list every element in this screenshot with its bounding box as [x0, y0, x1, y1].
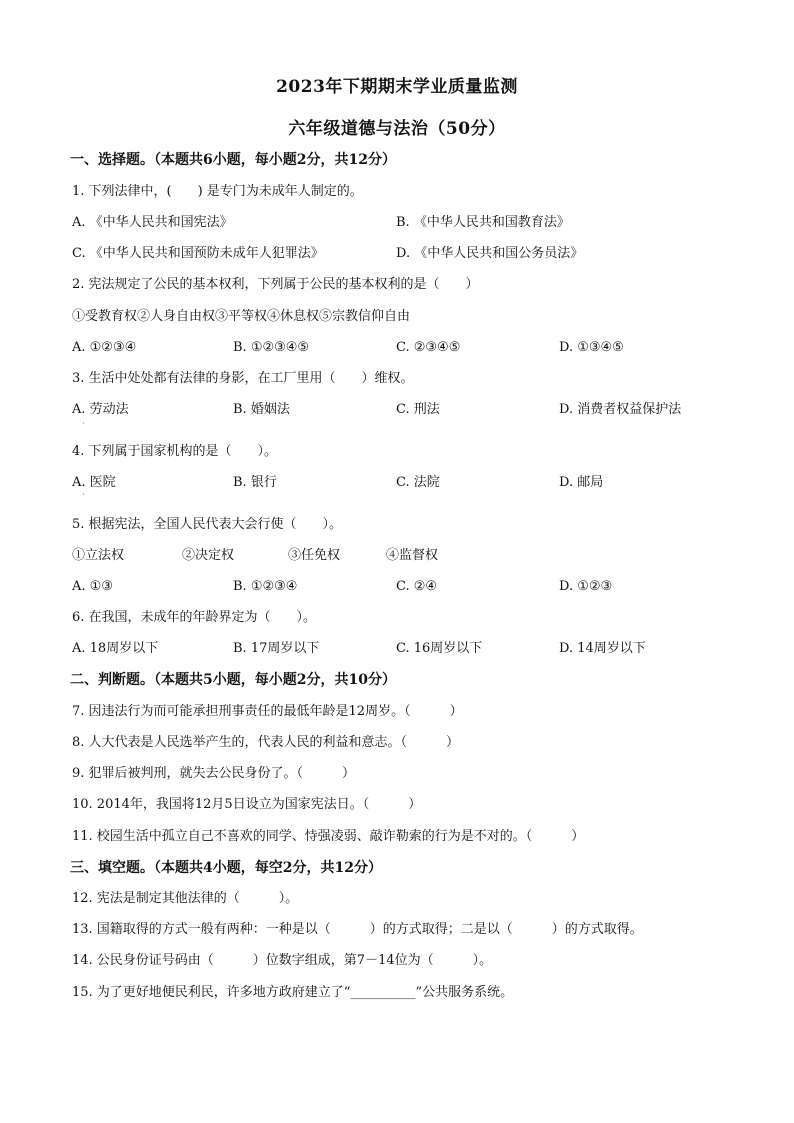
question-4-option-b: B. 银行	[233, 475, 277, 490]
question-15: 15. 为了更好地便民利民，许多地方政府建立了“__________”公共服务系统。	[72, 985, 514, 1000]
question-9: 9. 犯罪后被判刑，就失去公民身份了。（ ）	[72, 766, 356, 781]
question-11: 11. 校园生活中孤立自己不喜欢的同学、恃强凌弱、敲诈勒索的行为是不对的。（ ）	[72, 829, 585, 844]
question-5-item-2: ②决定权	[182, 548, 235, 563]
question-5-option-a: A. ①③	[72, 579, 113, 594]
question-3-option-b: B. 婚姻法	[233, 402, 290, 417]
question-1-option-b: B. 《中华人民共和国教育法》	[396, 215, 570, 230]
question-12: 12. 宪法是制定其他法律的（ ）。	[72, 891, 299, 906]
question-5-option-b: B. ①②③④	[233, 579, 298, 594]
question-1-stem: 1. 下列法律中，( ) 是专门为未成年人制定的。	[72, 184, 363, 199]
page-title: 2023年下期期末学业质量监测	[276, 77, 518, 97]
question-14: 14. 公民身份证号码由（ ）位数字组成，第7－14位为（ ）。	[72, 953, 493, 968]
question-1-option-d: D. 《中华人民共和国公务员法》	[396, 246, 584, 261]
question-3-stem: 3. 生活中处处都有法律的身影，在工厂里用（ ）维权。	[72, 371, 414, 386]
question-2-option-b: B. ①②③④⑤	[233, 340, 310, 355]
question-5-stem: 5. 根据宪法，全国人民代表大会行使（ ）。	[72, 517, 343, 532]
question-3-option-c: C. 刑法	[396, 402, 440, 417]
question-6-option-c: C. 16周岁以下	[396, 641, 483, 656]
question-6-option-a: A. 18周岁以下	[72, 641, 159, 656]
question-7: 7. 因违法行为而可能承担刑事责任的最低年龄是12周岁。（ ）	[72, 704, 463, 719]
question-6-stem: 6. 在我国，未成年的年龄界定为（ ）。	[72, 610, 317, 625]
question-1-option-a: A. 《中华人民共和国宪法》	[72, 215, 233, 230]
question-6-option-d: D. 14周岁以下	[559, 641, 646, 656]
question-4-option-d: D. 邮局	[559, 475, 604, 490]
question-4-stem: 4. 下列属于国家机构的是（ ）。	[72, 444, 278, 459]
section-heading-fill: 三、填空题。（本题共4小题，每空2分，共12分）	[70, 860, 382, 876]
question-2-stem: 2. 宪法规定了公民的基本权利，下列属于公民的基本权利的是（ ）	[72, 277, 479, 292]
question-2-option-a: A. ①②③④	[72, 340, 137, 355]
question-5-item-4: ④监督权	[386, 548, 439, 563]
question-5-item-3: ③任免权	[288, 548, 341, 563]
question-8: 8. 人大代表是人民选举产生的，代表人民的利益和意志。（ ）	[72, 735, 460, 750]
question-4-option-a: A. 医院	[72, 475, 116, 490]
stray-mark: ·	[82, 490, 85, 499]
question-6-option-b: B. 17周岁以下	[233, 641, 320, 656]
page-subtitle: 六年级道德与法治（50分）	[288, 119, 506, 139]
question-13: 13. 国籍取得的方式一般有两种：一种是以（ ）的方式取得；二是以（ ）的方式取得。	[72, 922, 643, 937]
question-10: 10. 2014年，我国将12月5日设立为国家宪法日。（ ）	[72, 797, 422, 812]
question-3-option-a: A. 劳动法	[72, 402, 129, 417]
question-2-option-c: C. ②③④⑤	[396, 340, 461, 355]
question-2-items: ①受教育权②人身自由权③平等权④休息权⑤宗教信仰自由	[72, 309, 411, 324]
question-5-option-d: D. ①②③	[559, 579, 613, 594]
section-heading-judge: 二、判断题。（本题共5小题，每小题2分，共10分）	[70, 672, 396, 688]
question-5-option-c: C. ②④	[396, 579, 438, 594]
question-1-option-c: C. 《中华人民共和国预防未成年人犯罪法》	[72, 246, 324, 261]
section-heading-choice: 一、选择题。（本题共6小题，每小题2分，共12分）	[70, 152, 396, 168]
question-5-item-1: ①立法权	[72, 548, 125, 563]
question-2-option-d: D. ①③④⑤	[559, 340, 624, 355]
question-3-option-d: D. 消费者权益保护法	[559, 402, 682, 417]
question-4-option-c: C. 法院	[396, 475, 440, 490]
stray-mark: ·	[82, 419, 85, 428]
